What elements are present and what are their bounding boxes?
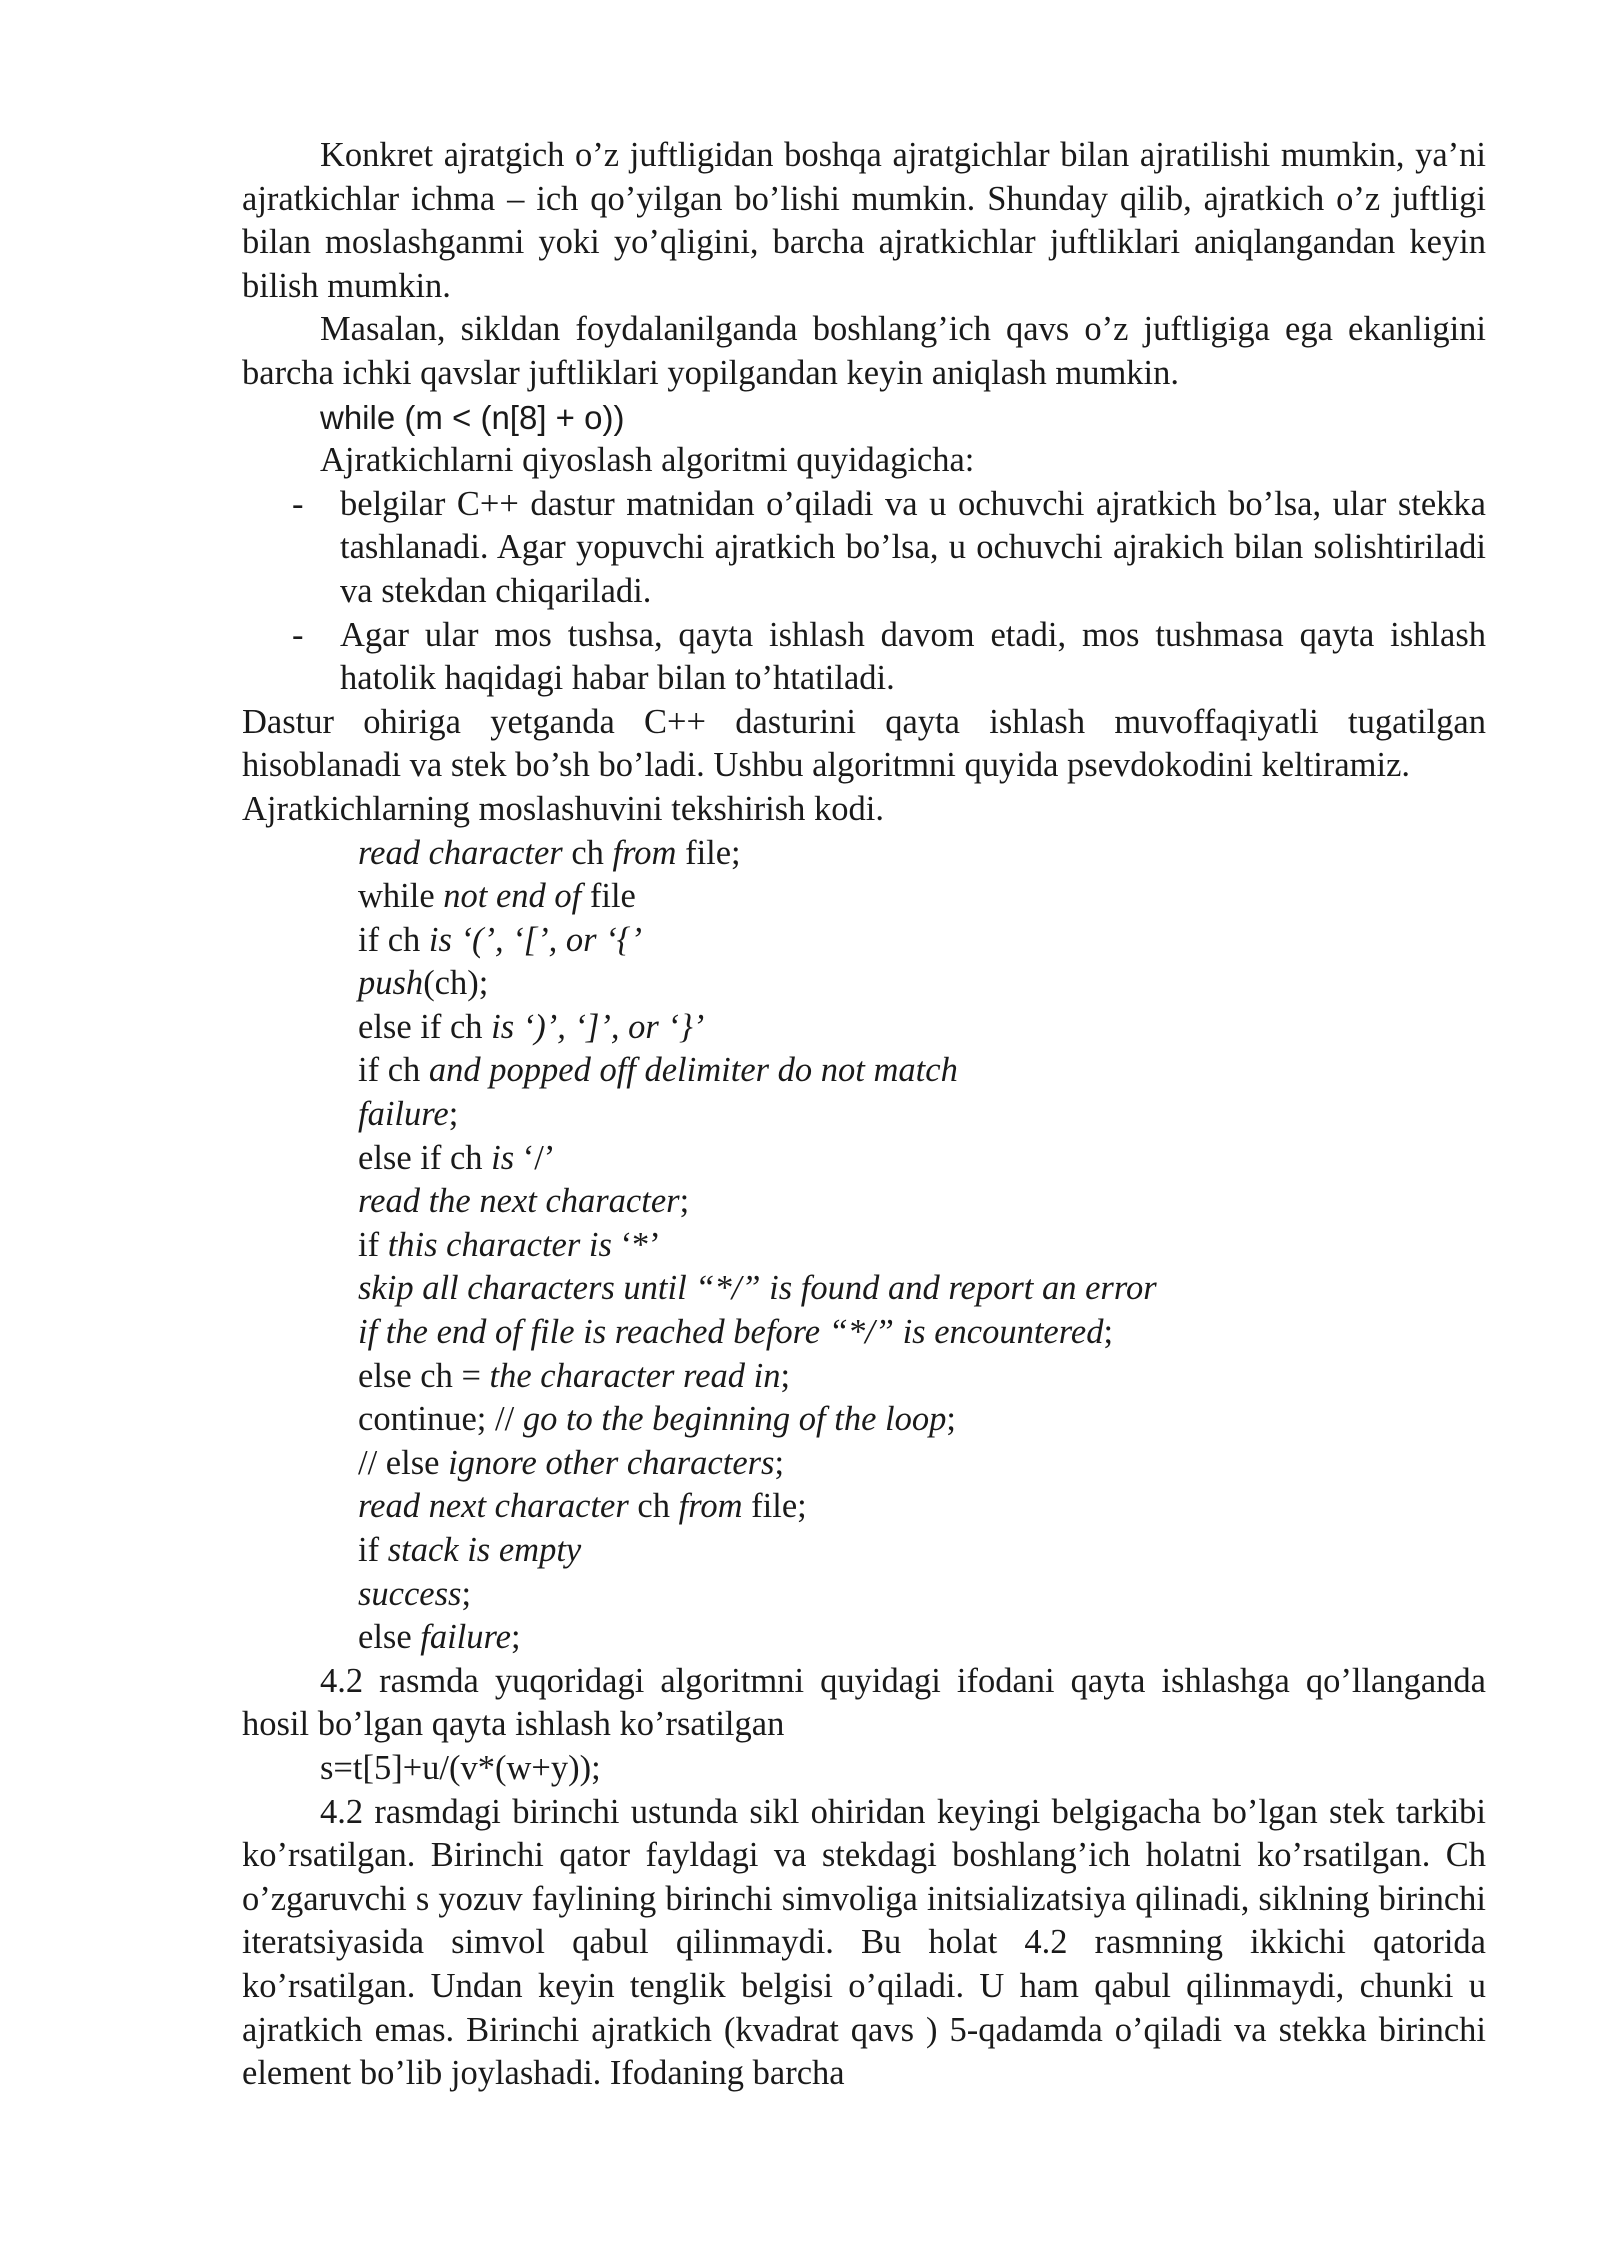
document-page xyxy=(242,134,1486,2096)
bullet-dash: - xyxy=(292,615,304,654)
code-line-16: read next character ch from file; xyxy=(358,1487,807,1526)
code-line-12: if the end of file is reached before “*/” is encountered; xyxy=(358,1313,1114,1352)
code-line-5: else if ch is ‘)’, ‘]’, or ‘}’ xyxy=(358,1007,705,1046)
code-line-14: continue; // go to the beginning of the loop; xyxy=(358,1400,956,1439)
paragraph-4: 4.2 rasmda yuqoridagi algoritmni quyidagi ifodani qayta ishlashga qo’llanganda hosil bo’lgan qayta ishlash ko’rsatilgan xyxy=(242,1661,1486,1744)
code-line-2: while not end of file xyxy=(358,877,636,916)
code-line-15: // else ignore other characters; xyxy=(358,1443,785,1482)
code-title: Ajratkichlarning moslashuvini tekshirish kodi. xyxy=(242,789,885,828)
algorithm-intro: Ajratkichlarni qiyoslash algoritmi quyidagicha: xyxy=(320,441,975,480)
code-line-9: read the next character; xyxy=(358,1182,690,1221)
bullet-item-1 xyxy=(242,483,1486,614)
code-line-1: read character ch from file; xyxy=(358,833,741,872)
code-line-10: if this character is ‘*’ xyxy=(358,1225,661,1264)
pseudocode-block xyxy=(242,832,1486,1660)
code-line-11: skip all characters until “*/” is found and report an error xyxy=(358,1269,1157,1308)
bullet-text-2: Agar ular mos tushsa, qayta ishlash davom etadi, mos tushmasa qayta ishlash hatolik haqidagi habar bilan to’htatiladi. xyxy=(340,615,1486,698)
code-line-3: if ch is ‘(’, ‘[’, or ‘{’ xyxy=(358,920,642,959)
paragraph-3: Dastur ohiriga yetganda C++ dasturini qayta ishlash muvoffaqiyatli tugatilgan hisoblanadi va stek bo’sh bo’ladi. Ushbu algoritmni quyida psevdokodini keltiramiz. xyxy=(242,702,1486,785)
paragraph-5: 4.2 rasmdagi birinchi ustunda sikl ohiridan keyingi belgigacha bo’lgan stek tarkibi ko’rsatilgan. Birinchi qator fayldagi va stekdagi boshlang’ich holatni ko’rsatilgan. Ch o’zgaruvchi s yozuv faylining birinchi simvoliga initsializatsiya qilinadi, siklning birinchi iteratsiyasida simvol qabul qilinmaydi. Bu holat 4.2 rasmning ikkichi qatorida ko’rsatilgan. Undan keyin tenglik belgisi o’qiladi. U ham qabul qilinmaydi, chunki u ajratkich emas. Birinchi ajratkich (kvadrat qavs ) 5-qadamda o’qiladi va stekka birinchi element bo’lib joylashadi. Ifodaning barcha xyxy=(242,1792,1486,2093)
paragraph-2: Masalan, sikldan foydalanilganda boshlang’ich qavs o’z juftligiga ega ekanligini barcha ichki qavslar juftliklari yopilgandan keyin aniqlash mumkin. xyxy=(242,310,1486,392)
code-line-4: push(ch); xyxy=(358,964,489,1003)
bullet-dash: - xyxy=(292,484,304,523)
code-line-13: else ch = the character read in; xyxy=(358,1356,791,1395)
code-line-19: else failure; xyxy=(358,1618,521,1657)
code-line-18: success; xyxy=(358,1574,472,1613)
bullet-item-2 xyxy=(242,614,1486,701)
code-line-8: else if ch is ‘/’ xyxy=(358,1138,556,1177)
code-line-17: if stack is empty xyxy=(358,1531,582,1569)
code-line-6: if ch and popped off delimiter do not match xyxy=(358,1051,958,1090)
code-line-7: failure; xyxy=(358,1095,459,1134)
example-code-line: while (m < (n[8] + o)) xyxy=(320,398,625,436)
bullet-text-1: belgilar C++ dastur matnidan o’qiladi va u ochuvchi ajratkich bo’lsa, ular stekka tashlanadi. Agar yopuvchi ajratkich bo’lsa, u ochuvchi ajrakich bilan solishtiriladi va stekdan chiqariladi. xyxy=(340,484,1486,610)
paragraph-1: Konkret ajratgich o’z juftligidan boshqa ajratgichlar bilan ajratilishi mumkin, ya’ni ajratkichlar ichma – ich qo’yilgan bo’lishi mumkin. Shunday qilib, ajratkich o’z juftligi bilan moslashganmi yoki yo’qligini, barcha ajratkichlar juftliklari aniqlangandan keyin bilish mumkin. xyxy=(242,136,1486,305)
expression-line: s=t[5]+u/(v*(w+y)); xyxy=(320,1748,601,1787)
